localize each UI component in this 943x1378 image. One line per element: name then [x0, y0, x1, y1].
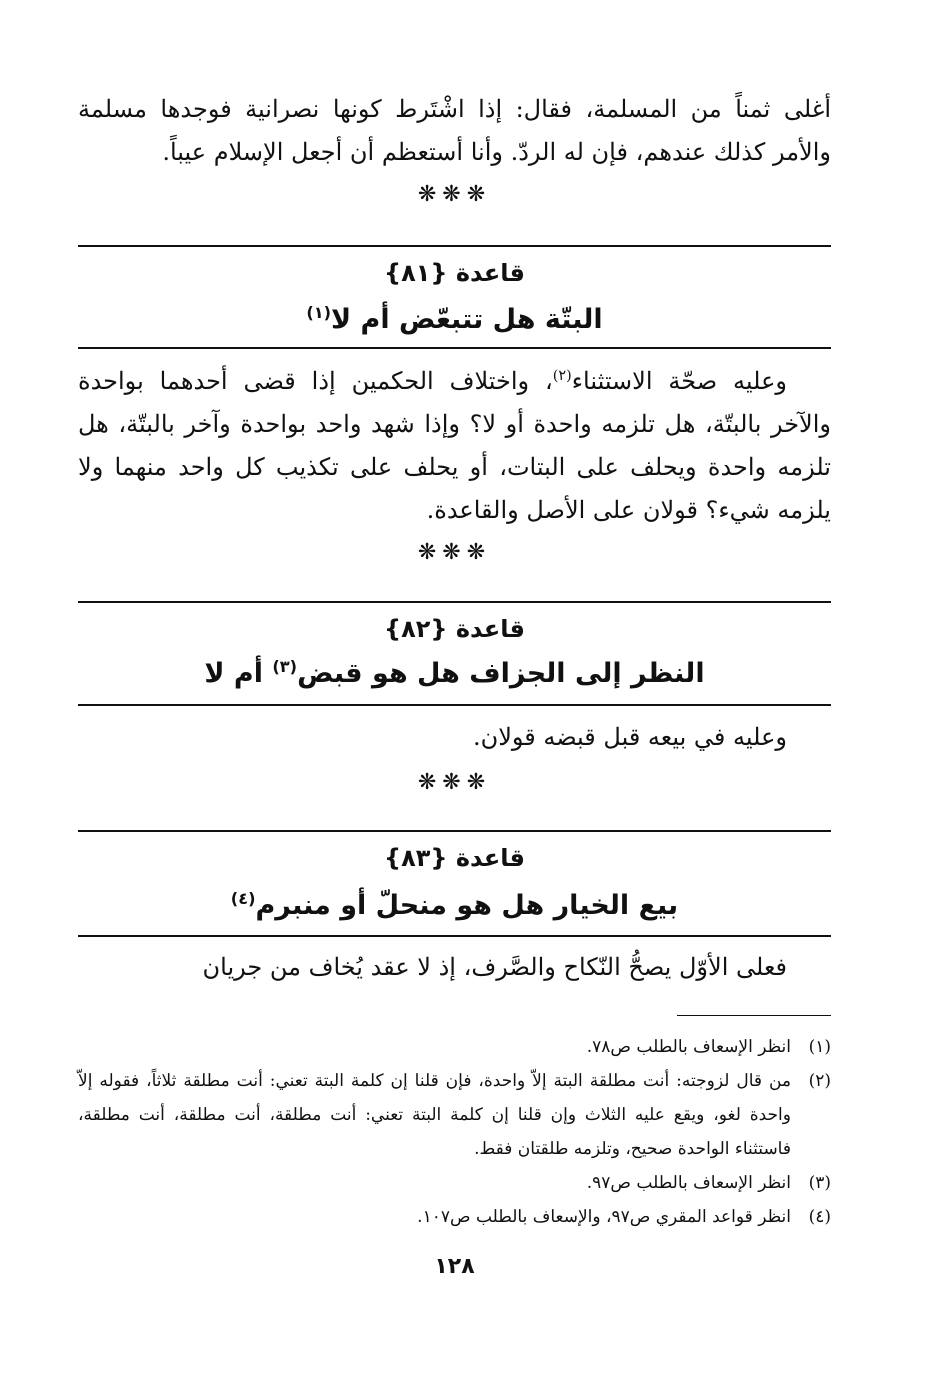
- rule-83-title-text: بيع الخيار هل هو منحلّ أو منبرم: [255, 890, 679, 921]
- footnote-ref-3: (٣): [272, 657, 298, 676]
- rule-82-body-text: وعليه في بيعه قبل قبضه قولان.: [472, 723, 787, 751]
- rule-83-title: [78, 883, 831, 929]
- rule-81-title: [78, 297, 831, 343]
- rule-83-bottom-line: [78, 935, 831, 937]
- footnote-text: انظر الإسعاف بالطلب ص٩٧.: [586, 1173, 791, 1193]
- rule-82-body: [78, 716, 831, 759]
- footnote-mark: (٤): [808, 1207, 831, 1227]
- footnote-ref-2: (٢): [552, 368, 572, 384]
- rule-82-title-text: النظر إلى الجزاف هل هو قبض: [297, 658, 705, 689]
- rule-81-number: قاعدة {٨١}: [384, 259, 525, 287]
- footnotes-list: [78, 1030, 831, 1234]
- page-number: ١٢٨: [434, 1254, 475, 1279]
- rule-82-bottom-line: [78, 704, 831, 706]
- section-separator: ❋❋❋: [417, 540, 492, 565]
- footnote-ref-4: (٤): [230, 889, 256, 908]
- footnote-text: انظر قواعد المقري ص٩٧، والإسعاف بالطلب ص١٠٧.: [417, 1207, 791, 1227]
- footnote-mark: (١): [808, 1037, 831, 1057]
- rule-82-top-line: [78, 601, 831, 603]
- section-separator: ❋❋❋: [417, 770, 492, 795]
- rule-82-number: قاعدة {٨٢}: [384, 615, 525, 643]
- rule-81-body-rest: ، واختلاف الحكمين إذا قضى أحدهما بواحدة والآخر بالبتّة، هل تلزمه واحدة أو لا؟ وإذا شهد واحد بواحدة وآخر بالبتّة، هل تلزمه واحدة ويحلف على البتات، أو يحلف على تكذيب كل واحد منهما ولا يلزمه شيء؟ قولان على الأصل والقاعدة.: [78, 367, 831, 524]
- rule-81-body: [78, 360, 831, 532]
- rule-81-bottom-line: [78, 347, 831, 349]
- intro-paragraph: [78, 88, 831, 174]
- footnote-item: [78, 1030, 831, 1064]
- document-page: [78, 0, 831, 1378]
- footnote-item: [78, 1166, 831, 1200]
- rule-81-body-text: وعليه صحّة الاستثناء: [571, 367, 788, 395]
- rule-82-title-tail: أم لا: [204, 658, 273, 689]
- rule-83-number: قاعدة {٨٣}: [384, 844, 525, 872]
- rule-83-top-line: [78, 830, 831, 832]
- footnote-divider: [677, 1015, 831, 1016]
- rule-83-body: [78, 946, 831, 989]
- footnote-mark: (٢): [808, 1071, 831, 1091]
- footnote-text: انظر الإسعاف بالطلب ص٧٨.: [586, 1037, 791, 1057]
- footnote-ref-1: (١): [306, 303, 332, 322]
- rule-81-top-line: [78, 245, 831, 247]
- rule-81-title-text: البتّة هل تتبعّض أم لا: [331, 304, 603, 335]
- rule-82-title: [78, 651, 831, 697]
- intro-text: أغلى ثمناً من المسلمة، فقال: إذا اشْتَرط كونها نصرانية فوجدها مسلمة والأمر كذلك عندهم، فإن له الردّ. وأنا أستعظم أن أجعل الإسلام عيباً.: [78, 95, 831, 166]
- section-separator: ❋❋❋: [417, 182, 492, 207]
- footnote-mark: (٣): [808, 1173, 831, 1193]
- rule-83-body-text: فعلى الأوّل يصحُّ النّكاح والصَّرف، إذ لا عقد يُخاف من جريان: [202, 953, 787, 981]
- footnote-text: من قال لزوجته: أنت مطلقة البتة إلاّ واحدة، فإن قلنا إن كلمة البتة تعني: أنت مطلقة ثلاثاً، فقوله إلاّ واحدة لغو، ويقع عليه الثلاث وإن قلنا إن كلمة البتة تعني: أنت مطلقة، أنت مطلقة، أنت مطلقة، فاستثناء الواحدة صحيح، وتلزمه طلقتان فقط.: [78, 1071, 791, 1159]
- footnote-item: [78, 1064, 831, 1166]
- footnote-item: [78, 1200, 831, 1234]
